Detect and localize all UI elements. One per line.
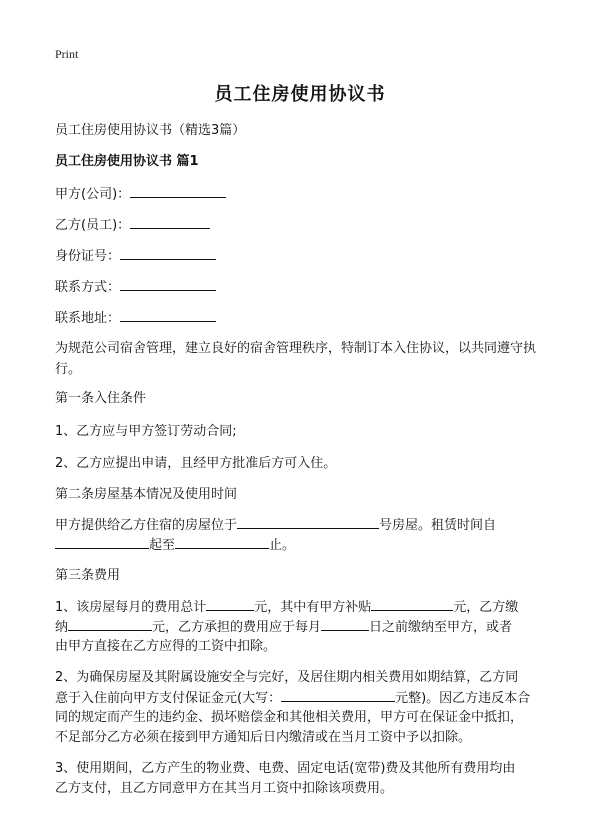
article-1-heading: 第一条入住条件 [55, 391, 147, 406]
article-2-paragraph [55, 514, 555, 536]
blank-line [237, 514, 379, 529]
article-3-item-1-line-2 [55, 616, 555, 638]
blank-line [371, 596, 453, 611]
article-3-item-2-line-4: 不足部分乙方必须在接到甲方通知后日内缴清或在当月工资中予以扣除。 [55, 730, 472, 745]
intro-paragraph: 为规范公司宿舍管理，建立良好的宿舍管理秩序，特制订本入住协议，以共同遵守执行。 [55, 341, 537, 377]
field-contact [55, 276, 555, 298]
blank-line [321, 616, 369, 631]
blank-line [120, 245, 216, 260]
article-3-item-1-line-3: 由甲方直接在乙方应得的工资中扣除。 [55, 639, 277, 654]
text-run: 甲方提供给乙方住宿的房屋位于 [55, 518, 238, 533]
text-run: 起至 [149, 538, 176, 553]
text-run: 元整)。因乙方违反本合 [395, 691, 531, 706]
section-title: 员工住房使用协议书 篇1 [55, 154, 199, 169]
text-run: 纳 [55, 620, 69, 635]
blank-line [68, 616, 152, 631]
blank-line [130, 183, 226, 198]
blank-line [55, 534, 149, 549]
article-1-item-1: 1、乙方应与甲方签订劳动合同; [55, 424, 237, 439]
article-3-item-2-line-3: 同的规定而产生的违约金、损坏赔偿金和其他相关费用，甲方可在保证金中抵扣， [55, 710, 524, 725]
text-run: 意于入住前向甲方支付保证金元(大写： [55, 691, 282, 706]
article-3-heading: 第三条费用 [55, 568, 121, 583]
article-1-item-2: 2、乙方应提出申请，且经甲方批准后方可入住。 [55, 456, 337, 471]
article-3-item-1-line-1 [55, 596, 555, 618]
article-3-item-2-line-1: 2、为确保房屋及其附属设施安全与完好，及居住期内相关费用如期结算，乙方同 [55, 670, 519, 685]
blank-line [120, 307, 216, 322]
text-run: 元，乙方承担的费用应于每月 [152, 620, 322, 635]
blank-line [175, 534, 269, 549]
article-3-item-2-line-2 [55, 687, 555, 709]
text-run: 号房屋。租赁时间自 [379, 518, 497, 533]
blank-line [206, 596, 254, 611]
blank-line [130, 214, 210, 229]
print-label[interactable]: Print [55, 47, 79, 61]
text-run: 止。 [269, 538, 296, 553]
field-label: 甲方(公司)： [55, 187, 131, 202]
field-address [55, 307, 555, 329]
blank-line [281, 687, 395, 702]
field-label: 联系地址： [55, 311, 121, 326]
article-2-heading: 第二条房屋基本情况及使用时间 [55, 487, 238, 502]
article-3-item-3-line-2: 乙方支付，且乙方同意甲方在其当月工资中扣除该项费用。 [55, 781, 394, 796]
document-title: 员工住房使用协议书 [214, 84, 386, 105]
text-run: 元，乙方缴 [453, 600, 519, 615]
field-party-b [55, 214, 555, 236]
field-label: 乙方(员工)： [55, 218, 131, 233]
document-subtitle: 员工住房使用协议书（精选3篇） [55, 123, 246, 138]
article-2-paragraph-cont [55, 534, 555, 556]
field-id-no [55, 245, 555, 267]
field-party-a [55, 183, 555, 205]
text-run: 元，其中有甲方补贴 [254, 600, 372, 615]
field-label: 联系方式： [55, 280, 121, 295]
article-3-item-3-line-1: 3、使用期间，乙方产生的物业费、电费、固定电话(宽带)费及其他所有费用均由 [55, 761, 516, 776]
text-run: 1、该房屋每月的费用总计 [55, 600, 207, 615]
field-label: 身份证号： [55, 249, 121, 264]
text-run: 日之前缴纳至甲方，或者 [369, 620, 513, 635]
blank-line [120, 276, 216, 291]
